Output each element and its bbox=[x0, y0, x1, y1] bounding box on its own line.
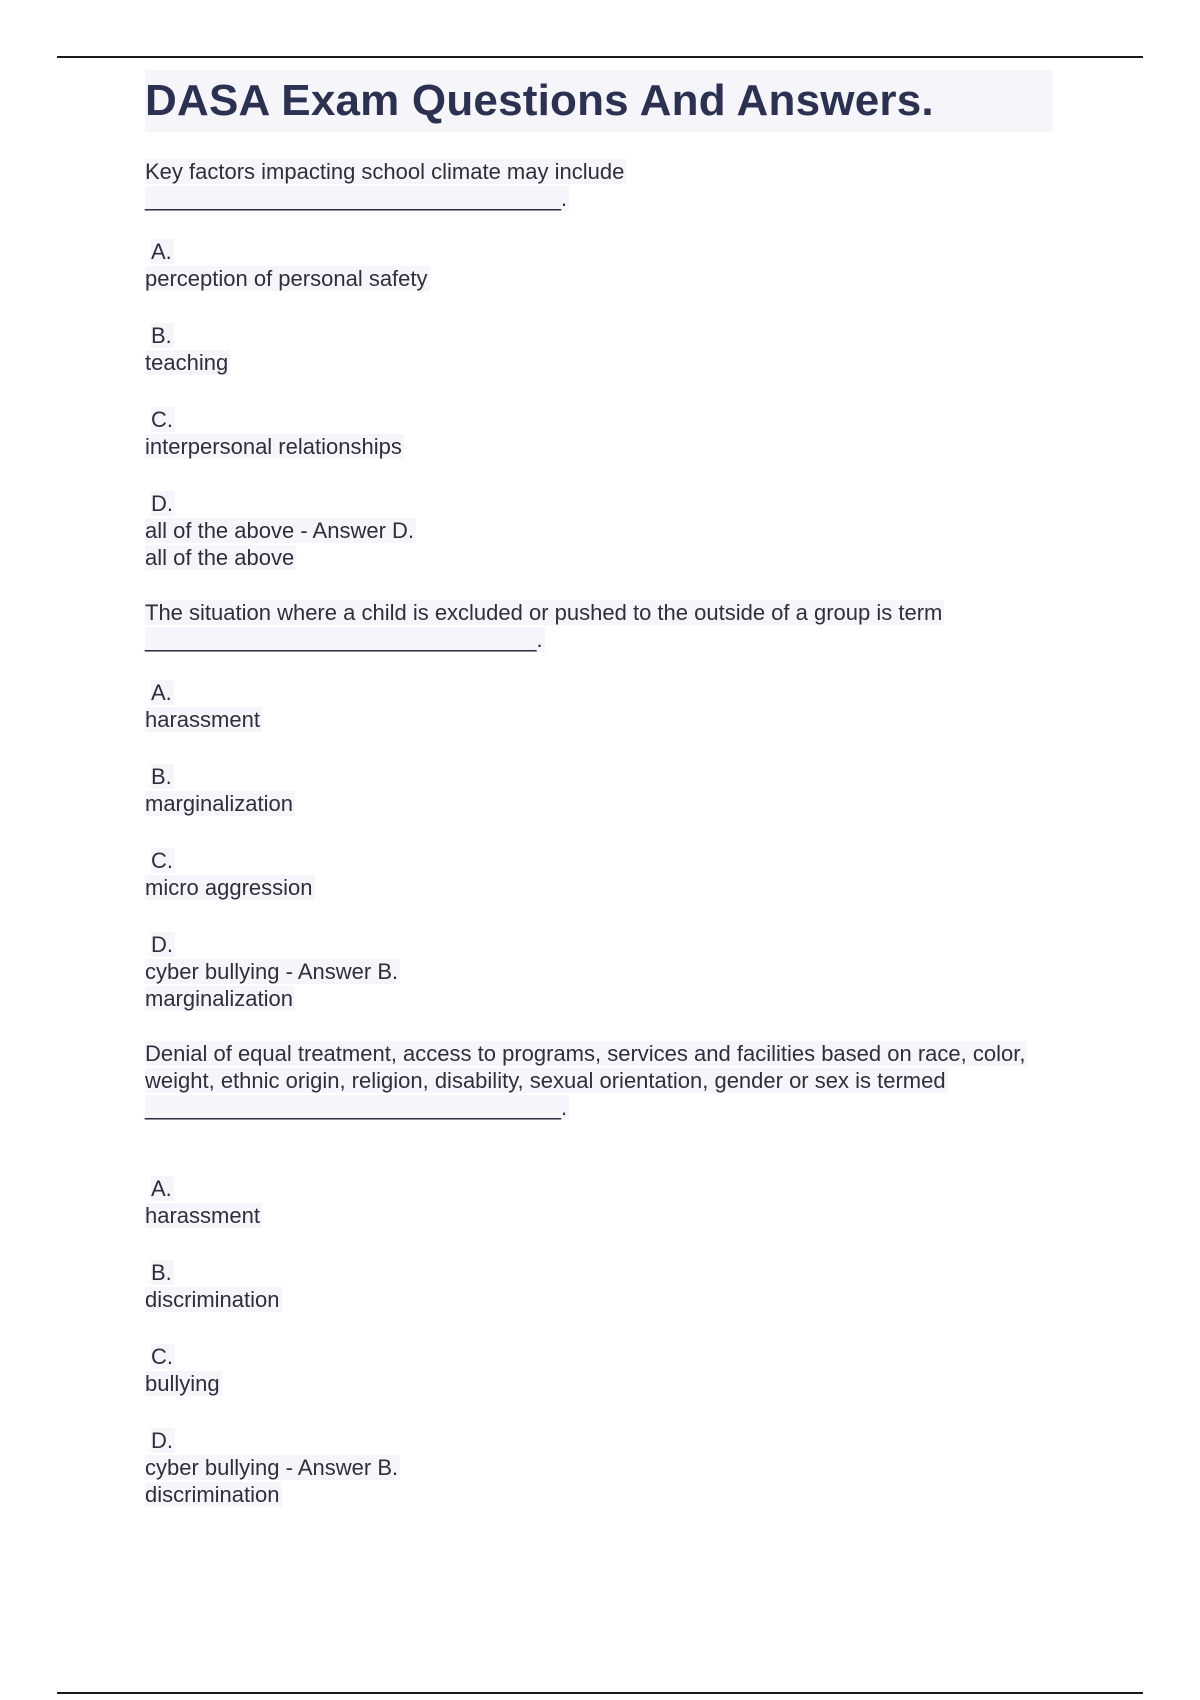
answer-text: discrimination bbox=[145, 1482, 280, 1507]
option-letter: C. bbox=[151, 848, 173, 873]
question-1-option-b bbox=[145, 322, 1065, 376]
question-3-option-b bbox=[145, 1259, 1065, 1313]
document-body bbox=[145, 70, 1065, 1538]
option-letter: A. bbox=[151, 680, 172, 705]
option-letter: D. bbox=[151, 932, 173, 957]
option-letter: B. bbox=[151, 323, 172, 348]
option-letter: D. bbox=[151, 1428, 173, 1453]
question-2-option-b bbox=[145, 763, 1065, 817]
question-2-option-c bbox=[145, 847, 1065, 901]
question-3-prompt: Denial of equal treatment, access to programs, services and facilities based on race, color, weight, ethnic origin, religion, disability, sexual orientation, gender or sex is termed bbox=[145, 1041, 1026, 1093]
question-3-blank-line: __________________________________. bbox=[145, 1095, 568, 1120]
option-letter: A. bbox=[151, 1176, 172, 1201]
question-2-prompt: The situation where a child is excluded or pushed to the outside of a group is term bbox=[145, 600, 943, 625]
option-letter: C. bbox=[151, 407, 173, 432]
option-letter: A. bbox=[151, 239, 172, 264]
question-2-option-d bbox=[145, 931, 1065, 1012]
option-text: teaching bbox=[145, 350, 229, 375]
question-3-option-a bbox=[145, 1175, 1065, 1229]
option-text: perception of personal safety bbox=[145, 266, 428, 291]
top-rule bbox=[57, 56, 1143, 58]
option-text: micro aggression bbox=[145, 875, 313, 900]
bottom-rule bbox=[57, 1692, 1143, 1694]
option-text: cyber bullying - Answer B. bbox=[145, 1455, 399, 1480]
question-2-option-a bbox=[145, 679, 1065, 733]
option-text: interpersonal relationships bbox=[145, 434, 402, 459]
option-text: harassment bbox=[145, 707, 260, 732]
page-title: DASA Exam Questions And Answers. bbox=[145, 70, 1053, 132]
question-3-blank: __________________________________ bbox=[145, 1095, 562, 1120]
option-letter: D. bbox=[151, 491, 173, 516]
option-text: discrimination bbox=[145, 1287, 280, 1312]
answer-text: all of the above bbox=[145, 545, 295, 570]
question-1-option-c bbox=[145, 406, 1065, 460]
question-1 bbox=[145, 158, 1065, 212]
option-text: cyber bullying - Answer B. bbox=[145, 959, 399, 984]
question-1-option-a bbox=[145, 238, 1065, 292]
option-text: marginalization bbox=[145, 791, 293, 816]
question-2 bbox=[145, 599, 1065, 653]
question-1-blank-line: __________________________________. bbox=[145, 186, 568, 211]
question-3-option-d bbox=[145, 1427, 1065, 1508]
question-3-option-c bbox=[145, 1343, 1065, 1397]
option-letter: B. bbox=[151, 764, 172, 789]
question-1-prompt: Key factors impacting school climate may include bbox=[145, 159, 625, 184]
option-text: bullying bbox=[145, 1371, 220, 1396]
question-3 bbox=[145, 1040, 1065, 1121]
option-text: all of the above - Answer D. bbox=[145, 518, 415, 543]
question-2-blank: ________________________________ bbox=[145, 627, 537, 652]
option-letter: B. bbox=[151, 1260, 172, 1285]
option-letter: C. bbox=[151, 1344, 173, 1369]
question-1-option-d bbox=[145, 490, 1065, 571]
answer-text: marginalization bbox=[145, 986, 293, 1011]
question-2-blank-line: ________________________________. bbox=[145, 627, 543, 652]
question-1-blank: __________________________________ bbox=[145, 186, 562, 211]
option-text: harassment bbox=[145, 1203, 260, 1228]
